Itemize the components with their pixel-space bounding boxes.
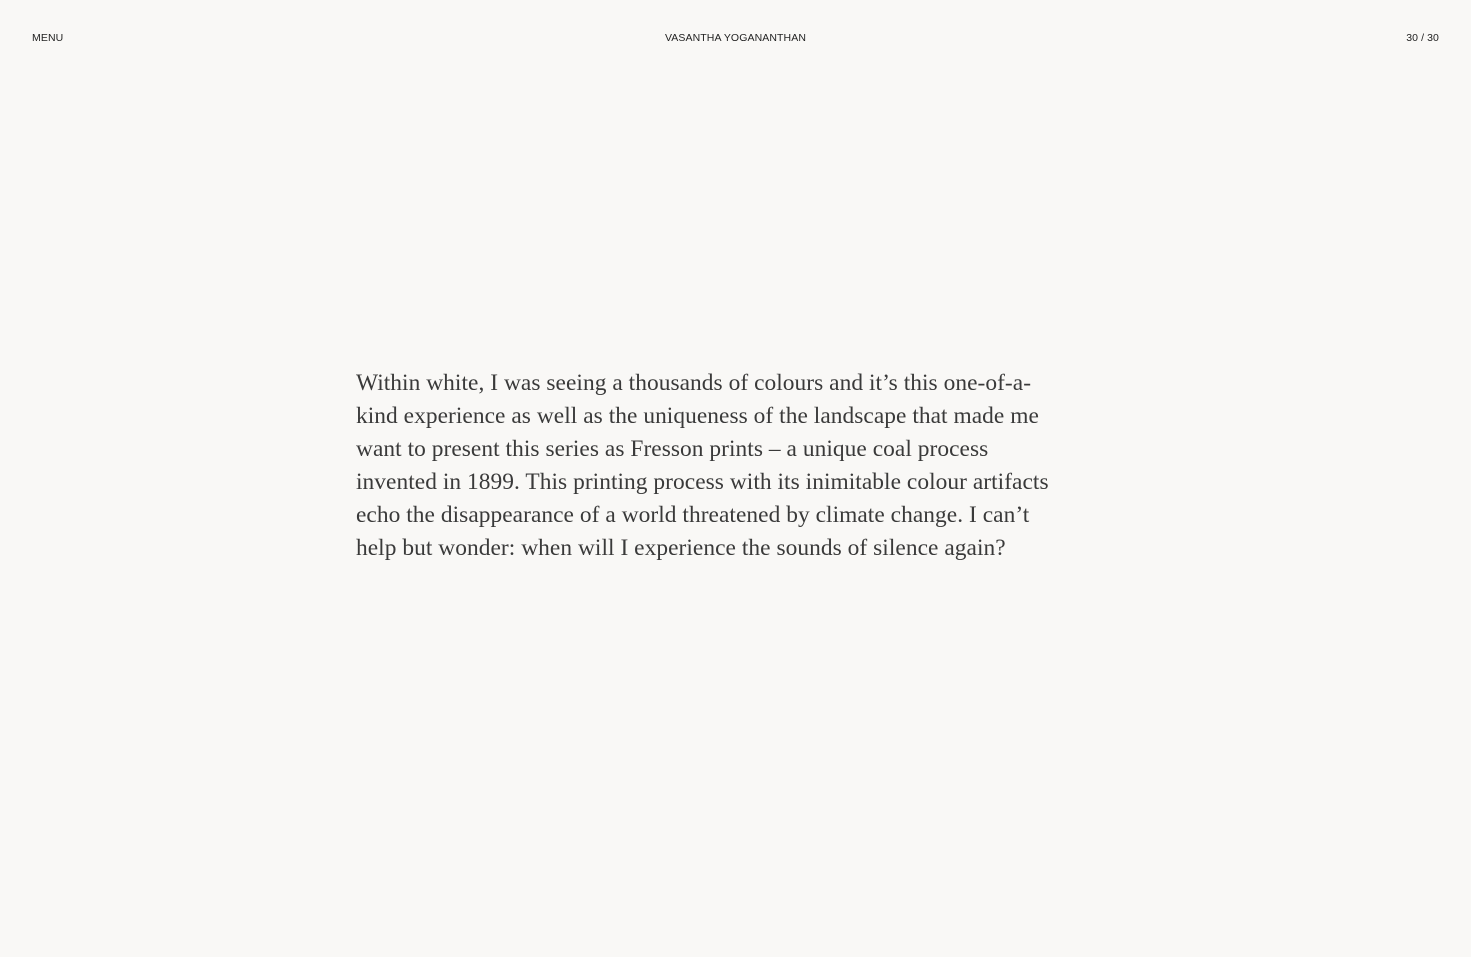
site-title-link[interactable] [0,32,1471,45]
quote-line: Within white, I was seeing a thousands of colours and it’s this one-of-a- [356,370,1032,396]
quote-text-block [356,367,1116,565]
quote-line: echo the disappearance of a world threatened by climate change. I can’t [356,502,1030,528]
quote-line: invented in 1899. This printing process with its inimitable colour artifacts [356,469,1049,495]
site-title[interactable]: VASANTHA YOGANANTHAN [664,32,807,44]
quote-line: help but wonder: when will I experience the sounds of silence again? [356,535,1006,561]
menu-button[interactable]: MENU [32,32,64,44]
quote-paragraph [356,367,1116,565]
top-bar [0,0,1471,76]
quote-line: kind experience as well as the uniqueness of the landscape that made me [356,403,1039,429]
page-counter: 30 / 30 [1406,32,1439,44]
quote-line: want to present this series as Fresson prints – a unique coal process [356,436,989,462]
